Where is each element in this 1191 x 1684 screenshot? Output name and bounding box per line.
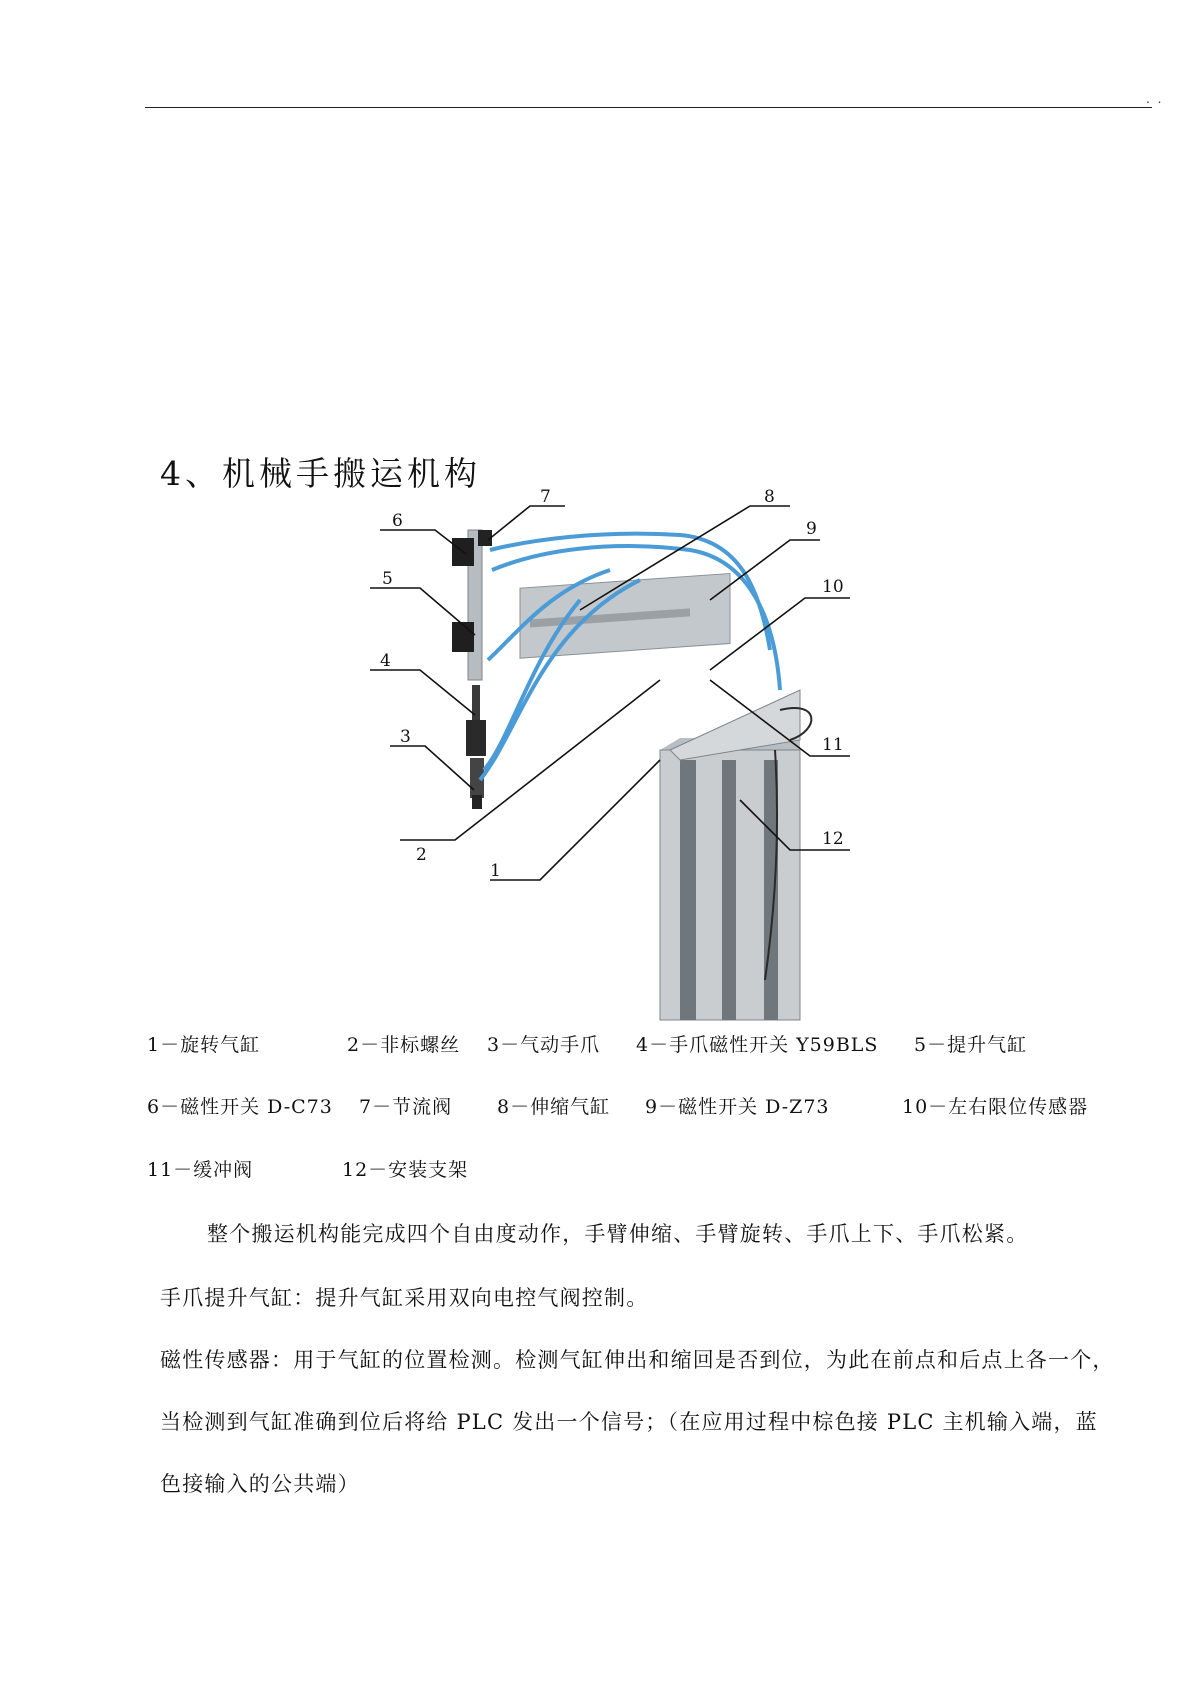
callout-5: 5 — [382, 569, 393, 589]
callout-6: 6 — [392, 511, 403, 531]
callout-3: 3 — [400, 727, 411, 747]
legend-item: 4－手爪磁性开关 Y59BLS — [636, 1034, 879, 1056]
callout-12: 12 — [822, 829, 844, 849]
body-paragraph-3-line-1: 磁性传感器：用于气缸的位置检测。检测气缸伸出和缩回是否到位，为此在前点和后点上各一个， — [160, 1348, 1115, 1372]
legend-item: 8－伸缩气缸 — [497, 1096, 611, 1118]
callout-4: 4 — [380, 651, 391, 671]
legend-item: 12－安装支架 — [342, 1159, 469, 1181]
header-corner-mark: . . — [1146, 92, 1164, 106]
body-paragraph-3-line-2: 当检测到气缸准确到位后将给 PLC 发出一个信号；（在应用过程中棕色接 PLC 主机输入端，蓝 — [160, 1410, 1098, 1434]
callout-7: 7 — [540, 487, 551, 507]
callout-9: 9 — [806, 519, 817, 539]
callout-1: 1 — [490, 861, 501, 881]
callout-2: 2 — [416, 845, 427, 865]
body-paragraph-2: 手爪提升气缸：提升气缸采用双向电控气阀控制。 — [160, 1286, 649, 1310]
mounting-column — [660, 690, 800, 1020]
section-title: 4、机械手搬运机构 — [160, 454, 481, 493]
legend-item: 9－磁性开关 D-Z73 — [645, 1096, 830, 1118]
body-paragraph-3-line-3: 色接输入的公共端） — [160, 1472, 360, 1496]
legend-item: 10－左右限位传感器 — [902, 1096, 1089, 1118]
callout-10: 10 — [822, 577, 844, 597]
legend-item: 5－提升气缸 — [914, 1034, 1028, 1056]
legend-item: 6－磁性开关 D-C73 — [147, 1096, 333, 1118]
body-paragraph-1: 整个搬运机构能完成四个自由度动作，手臂伸缩、手臂旋转、手爪上下、手爪松紧。 — [207, 1222, 1029, 1246]
callout-8: 8 — [764, 487, 775, 507]
legend-item: 3－气动手爪 — [487, 1034, 601, 1056]
legend-item: 1－旋转气缸 — [147, 1034, 261, 1056]
callout-11: 11 — [822, 735, 844, 755]
legend-item: 7－节流阀 — [359, 1096, 453, 1118]
manipulator-illustration — [380, 487, 940, 1030]
legend-item: 11－缓冲阀 — [147, 1159, 254, 1181]
header-rule — [145, 107, 1152, 108]
manipulator-figure — [380, 487, 940, 1030]
legend-item: 2－非标螺丝 — [347, 1034, 461, 1056]
